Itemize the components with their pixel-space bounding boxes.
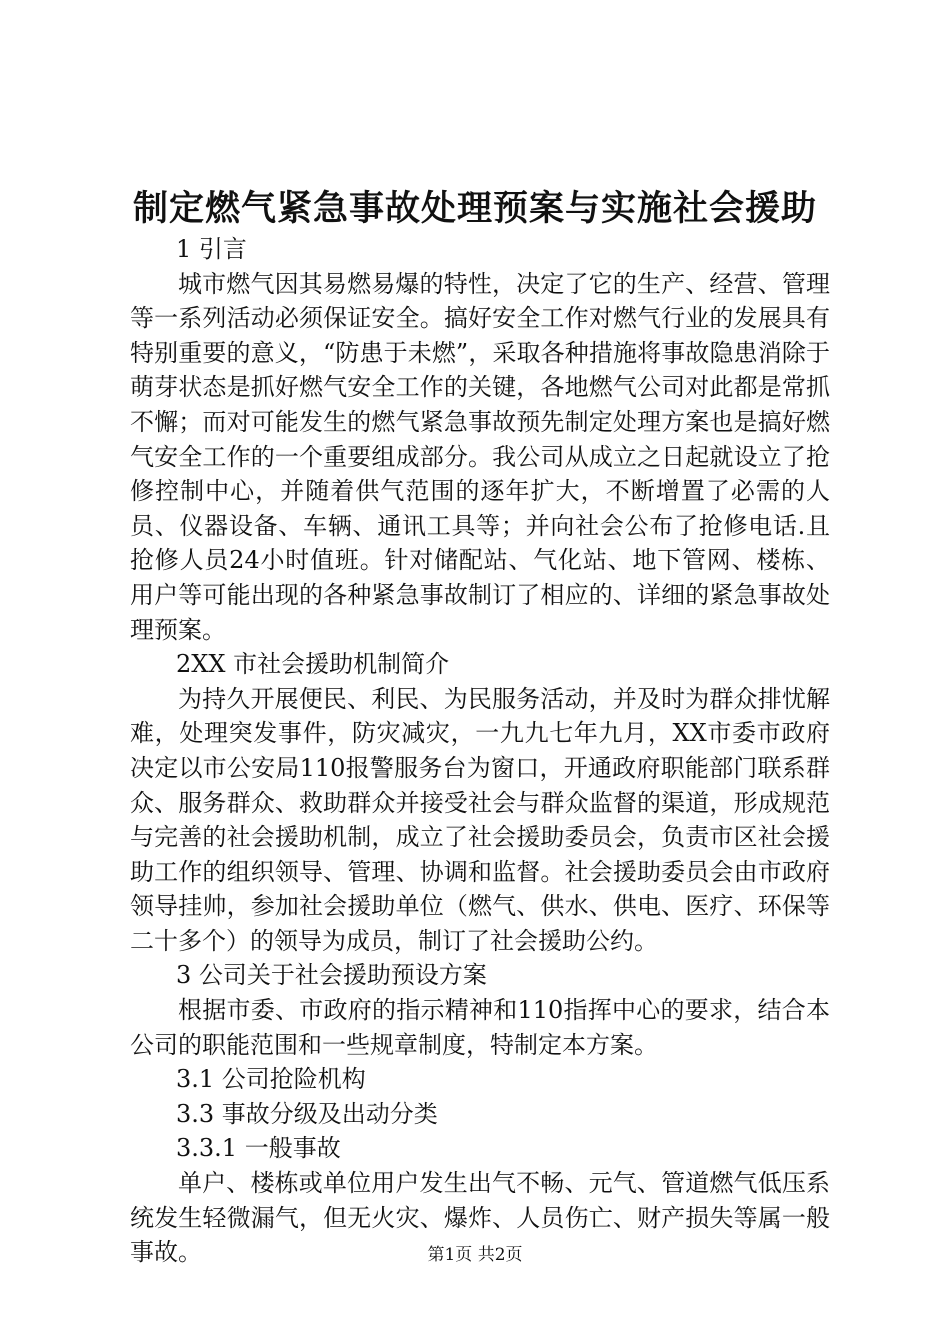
page-footer: 第1页 共2页 <box>427 1245 523 1265</box>
subsection-heading-general-accident: 3.3.1 一般事故 <box>176 1134 341 1163</box>
paragraph-company-plan: 根据市委、市政府的指示精神和110指挥中心的要求，结合本公司的职能范围和一些规章制度，特制定本方案。 <box>130 996 830 1059</box>
section-heading-social-aid: 2XX 市社会援助机制简介 <box>176 650 450 679</box>
section-heading-intro: 1 引言 <box>176 235 247 263</box>
subsection-heading-accident-grading: 3.3 事故分级及出动分类 <box>176 1099 438 1128</box>
section-heading-company-plan: 3 公司关于社会援助预设方案 <box>176 961 487 990</box>
paragraph-social-aid: 为持久开展便民、利民、为民服务活动，并及时为群众排忧解难，处理突发事件，防灾减灾，一九九七年九月，XX市委市政府决定以市公安局110报警服务台为窗口，开通政府职能部门联系群众、服务群众、救助群众并接受社会与群众监督的渠道，形成规范与完善的社会援助机制，成立了社会援助委员会，负责市区社会援助工作的组织领导、管理、协调和监督。社会援助委员会由市政府领导挂帅，参加社会援助单位（燃气、供水、供电、医疗、环保等二十多个）的领导为成员，制订了社会援助公约。 <box>130 684 830 955</box>
subsection-heading-rescue-org: 3.1 公司抢险机构 <box>176 1065 366 1094</box>
paragraph-intro: 城市燃气因其易燃易爆的特性，决定了它的生产、经营、管理等一系列活动必须保证安全。搞好安全工作对燃气行业的发展具有特别重要的意义，“防患于未燃”，采取各种措施将事故隐患消除于萌芽状态是抓好燃气安全工作的关键，各地燃气公司对此都是常抓不懈；而对可能发生的燃气紧急事故预先制定处理方案也是搞好燃气安全工作的一个重要组成部分。我公司从成立之日起就设立了抢修控制中心，并随着供气范围的逐年扩大，不断增置了必需的人员、仪器设备、车辆、通讯工具等；并向社会公布了抢修电话.且抢修人员24小时值班。针对储配站、气化站、地下管网、楼栋、用户等可能出现的各种紧急事故制订了相应的、详细的紧急事故处理预案。 <box>130 269 830 644</box>
document-title: 制定燃气紧急事故处理预案与实施社会援助 <box>132 188 817 229</box>
paragraph-general-accident: 单户、楼栋或单位用户发生出气不畅、元气、管道燃气低压系统发生轻微漏气，但无火灾、爆炸、人员伤亡、财产损失等属一般事故。 <box>130 1169 830 1267</box>
document-body <box>130 232 830 1270</box>
